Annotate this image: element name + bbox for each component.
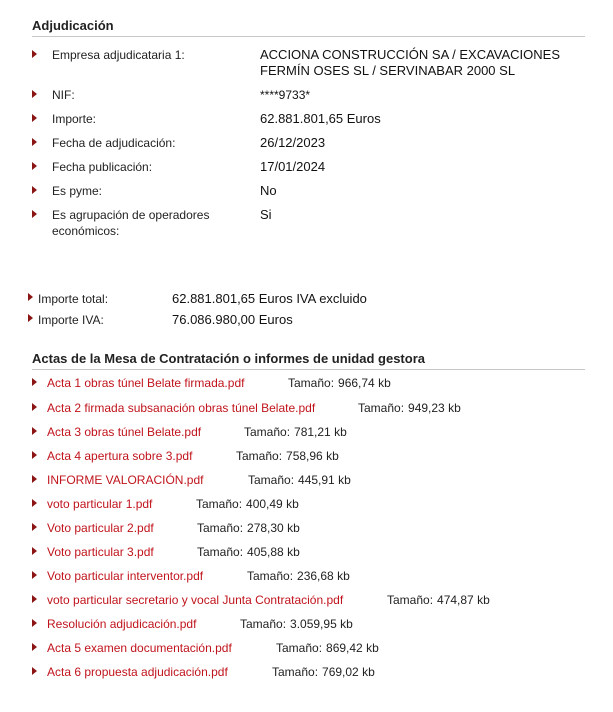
field-label-fecha-publicacion: Fecha publicación: <box>52 160 153 174</box>
field-value-es-pyme: No <box>260 183 277 198</box>
document-link-voto-interventor[interactable]: Voto particular interventor.pdf <box>47 569 204 583</box>
document-link-voto-secretario[interactable]: voto particular secretario y vocal Junta Contratación.pdf <box>47 593 344 607</box>
size-value: 769,02 kb <box>322 665 375 679</box>
document-link-voto-3[interactable]: Voto particular 3.pdf <box>47 545 154 559</box>
size-value: 758,96 kb <box>286 449 339 463</box>
document-size <box>244 425 347 440</box>
field-value-nif: ****9733* <box>260 88 311 102</box>
size-label: Tamaño: <box>288 376 335 390</box>
bullet-arrow-icon <box>32 427 37 435</box>
field-label-es-pyme: Es pyme: <box>52 184 103 198</box>
field-label-agrupacion: Es agrupación de operadores económicos: <box>52 208 210 238</box>
bullet-arrow-icon <box>32 571 37 579</box>
size-value: 949,23 kb <box>408 401 461 415</box>
document-size <box>197 521 300 536</box>
field-value-empresa: ACCIONA CONSTRUCCIÓN SA / EXCAVACIONES FERMÍN OSES SL / SERVINABAR 2000 SL <box>260 47 561 78</box>
document-link-acta-3[interactable]: Acta 3 obras túnel Belate.pdf <box>47 425 202 439</box>
field-label-empresa: Empresa adjudicataria 1: <box>52 48 185 62</box>
size-value: 869,42 kb <box>326 641 379 655</box>
field-value-fecha-publicacion: 17/01/2024 <box>260 159 326 174</box>
bullet-arrow-icon <box>32 475 37 483</box>
bullet-arrow-icon <box>28 293 33 301</box>
bullet-arrow-icon <box>32 595 37 603</box>
adjudicacion-title: Adjudicación <box>32 18 585 37</box>
bullet-arrow-icon <box>32 114 37 122</box>
document-size <box>247 569 350 584</box>
size-value: 781,21 kb <box>294 425 347 439</box>
bullet-arrow-icon <box>28 314 33 322</box>
bullet-arrow-icon <box>32 50 37 58</box>
bullet-arrow-icon <box>32 667 37 675</box>
bullet-arrow-icon <box>32 162 37 170</box>
bullet-arrow-icon <box>32 378 37 386</box>
size-value: 405,88 kb <box>247 545 300 559</box>
field-label-importe: Importe: <box>52 112 97 126</box>
size-value: 3.059,95 kb <box>290 617 353 631</box>
size-label: Tamaño: <box>240 617 287 631</box>
document-link-voto-2[interactable]: Voto particular 2.pdf <box>47 521 154 535</box>
size-value: 400,49 kb <box>246 497 299 511</box>
size-label: Tamaño: <box>197 545 244 559</box>
document-size <box>276 641 379 656</box>
field-value-fecha-adjudicacion: 26/12/2023 <box>260 135 326 150</box>
size-label: Tamaño: <box>247 569 294 583</box>
bullet-arrow-icon <box>32 619 37 627</box>
document-size <box>197 545 300 560</box>
bullet-arrow-icon <box>32 499 37 507</box>
document-size <box>240 617 353 632</box>
size-value: 445,91 kb <box>298 473 351 487</box>
bullet-arrow-icon <box>32 547 37 555</box>
size-label: Tamaño: <box>276 641 323 655</box>
document-size <box>358 401 461 416</box>
document-link-acta-5[interactable]: Acta 5 examen documentación.pdf <box>47 641 232 655</box>
document-link-acta-1[interactable]: Acta 1 obras túnel Belate firmada.pdf <box>47 376 245 390</box>
bullet-arrow-icon <box>32 138 37 146</box>
size-value: 278,30 kb <box>247 521 300 535</box>
size-label: Tamaño: <box>196 497 243 511</box>
size-value: 966,74 kb <box>338 376 391 390</box>
field-label-fecha-adjudicacion: Fecha de adjudicación: <box>52 136 176 150</box>
size-label: Tamaño: <box>272 665 319 679</box>
bullet-arrow-icon <box>32 210 37 218</box>
importe-total-label: Importe total: <box>38 292 109 306</box>
importe-total-value: 62.881.801,65 Euros IVA excluido <box>172 291 367 306</box>
document-link-acta-6[interactable]: Acta 6 propuesta adjudicación.pdf <box>47 665 228 679</box>
document-link-informe-valoracion[interactable]: INFORME VALORACIÓN.pdf <box>47 473 204 487</box>
size-label: Tamaño: <box>387 593 434 607</box>
size-label: Tamaño: <box>248 473 295 487</box>
size-value: 236,68 kb <box>297 569 350 583</box>
size-value: 474,87 kb <box>437 593 490 607</box>
bullet-arrow-icon <box>32 643 37 651</box>
size-label: Tamaño: <box>358 401 405 415</box>
document-link-voto-1[interactable]: voto particular 1.pdf <box>47 497 153 511</box>
document-size <box>288 376 391 391</box>
bullet-arrow-icon <box>32 403 37 411</box>
document-size <box>272 665 375 680</box>
field-label-nif: NIF: <box>52 88 75 102</box>
size-label: Tamaño: <box>236 449 283 463</box>
document-link-resolucion[interactable]: Resolución adjudicación.pdf <box>47 617 197 631</box>
field-value-importe: 62.881.801,65 Euros <box>260 111 381 126</box>
size-label: Tamaño: <box>197 521 244 535</box>
document-size <box>236 449 339 464</box>
size-label: Tamaño: <box>244 425 291 439</box>
importe-iva-value: 76.086.980,00 Euros <box>172 312 293 327</box>
field-value-agrupacion: Si <box>260 207 272 222</box>
bullet-arrow-icon <box>32 186 37 194</box>
actas-title: Actas de la Mesa de Contratación o informes de unidad gestora <box>32 351 585 370</box>
document-link-acta-4[interactable]: Acta 4 apertura sobre 3.pdf <box>47 449 193 463</box>
document-link-acta-2[interactable]: Acta 2 firmada subsanación obras túnel Belate.pdf <box>47 401 316 415</box>
bullet-arrow-icon <box>32 90 37 98</box>
document-size <box>387 593 490 608</box>
importe-iva-label: Importe IVA: <box>38 313 104 327</box>
bullet-arrow-icon <box>32 523 37 531</box>
bullet-arrow-icon <box>32 451 37 459</box>
document-size <box>248 473 351 488</box>
document-size <box>196 497 299 512</box>
